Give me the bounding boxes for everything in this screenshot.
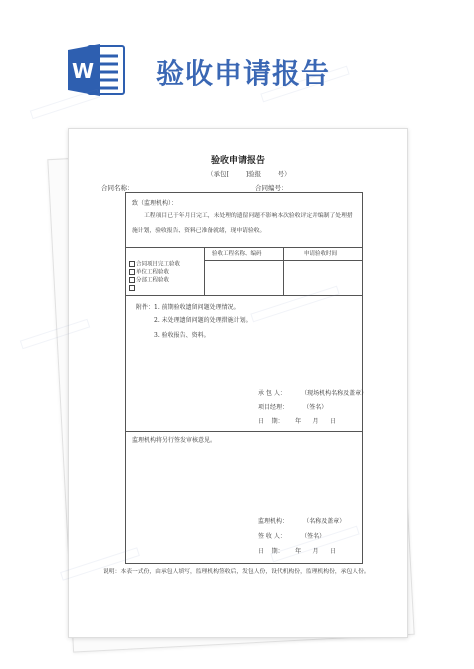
section4-date: 日 期： 年 月 日 xyxy=(258,548,336,555)
option-label: 分部工程验收 xyxy=(136,277,170,284)
contract-no-label: 合同编号： xyxy=(255,184,288,192)
attachment-item-1: 1. 前期验收遗留问题处理情况。 xyxy=(154,304,240,311)
option-label: 合同项目完工验收 xyxy=(136,261,181,268)
supervisor-opinion: 监理机构将另行签发审核意见。 xyxy=(132,437,217,444)
attachments-label: 附件： xyxy=(136,304,155,311)
col-header-time: 申请验收时间 xyxy=(304,251,338,257)
section3-date: 日 期： 年 月 日 xyxy=(258,418,336,425)
manager-sign: 项目经理： （签名） xyxy=(258,404,328,411)
col-header-project: 验收工程名称、编码 xyxy=(212,251,262,257)
body-line-2: 施计划，验收报告、资料已准备就绪，现申请验收。 xyxy=(132,228,266,234)
body-line-1: 工程项目已于年月日完工，未处理的遗留问题不影响本次验收评定并编制了处理措 xyxy=(144,213,353,219)
option-label: 单位工程验收 xyxy=(136,269,170,276)
receiver-sign: 签 收 人： （签名） xyxy=(258,533,326,540)
page-title: 验收申请报告 xyxy=(156,57,331,90)
addressee: 致（监理机构）： xyxy=(132,200,178,207)
footnote: 说明：本表一式份，由承包人填写，监理机构签收后，发包人份，设代机构份，监理机构份，承包人份。 xyxy=(103,569,370,575)
attachment-item-2: 2. 未处理遗留问题的处理措施计划。 xyxy=(154,317,252,324)
document-title: 验收申请报告 xyxy=(210,156,265,166)
document-subtitle: （承包[ ]验报 号） xyxy=(207,170,291,178)
attachment-item-3: 3. 验收报告、资料。 xyxy=(154,332,210,339)
contract-name-label: 合同名称： xyxy=(101,184,134,192)
svg-text:W: W xyxy=(71,59,95,83)
supervisor-sign: 监理机构： （名称及盖章） xyxy=(258,518,346,525)
contractor-sign: 承 包 人： （现场机构名称及盖章） xyxy=(258,390,368,397)
